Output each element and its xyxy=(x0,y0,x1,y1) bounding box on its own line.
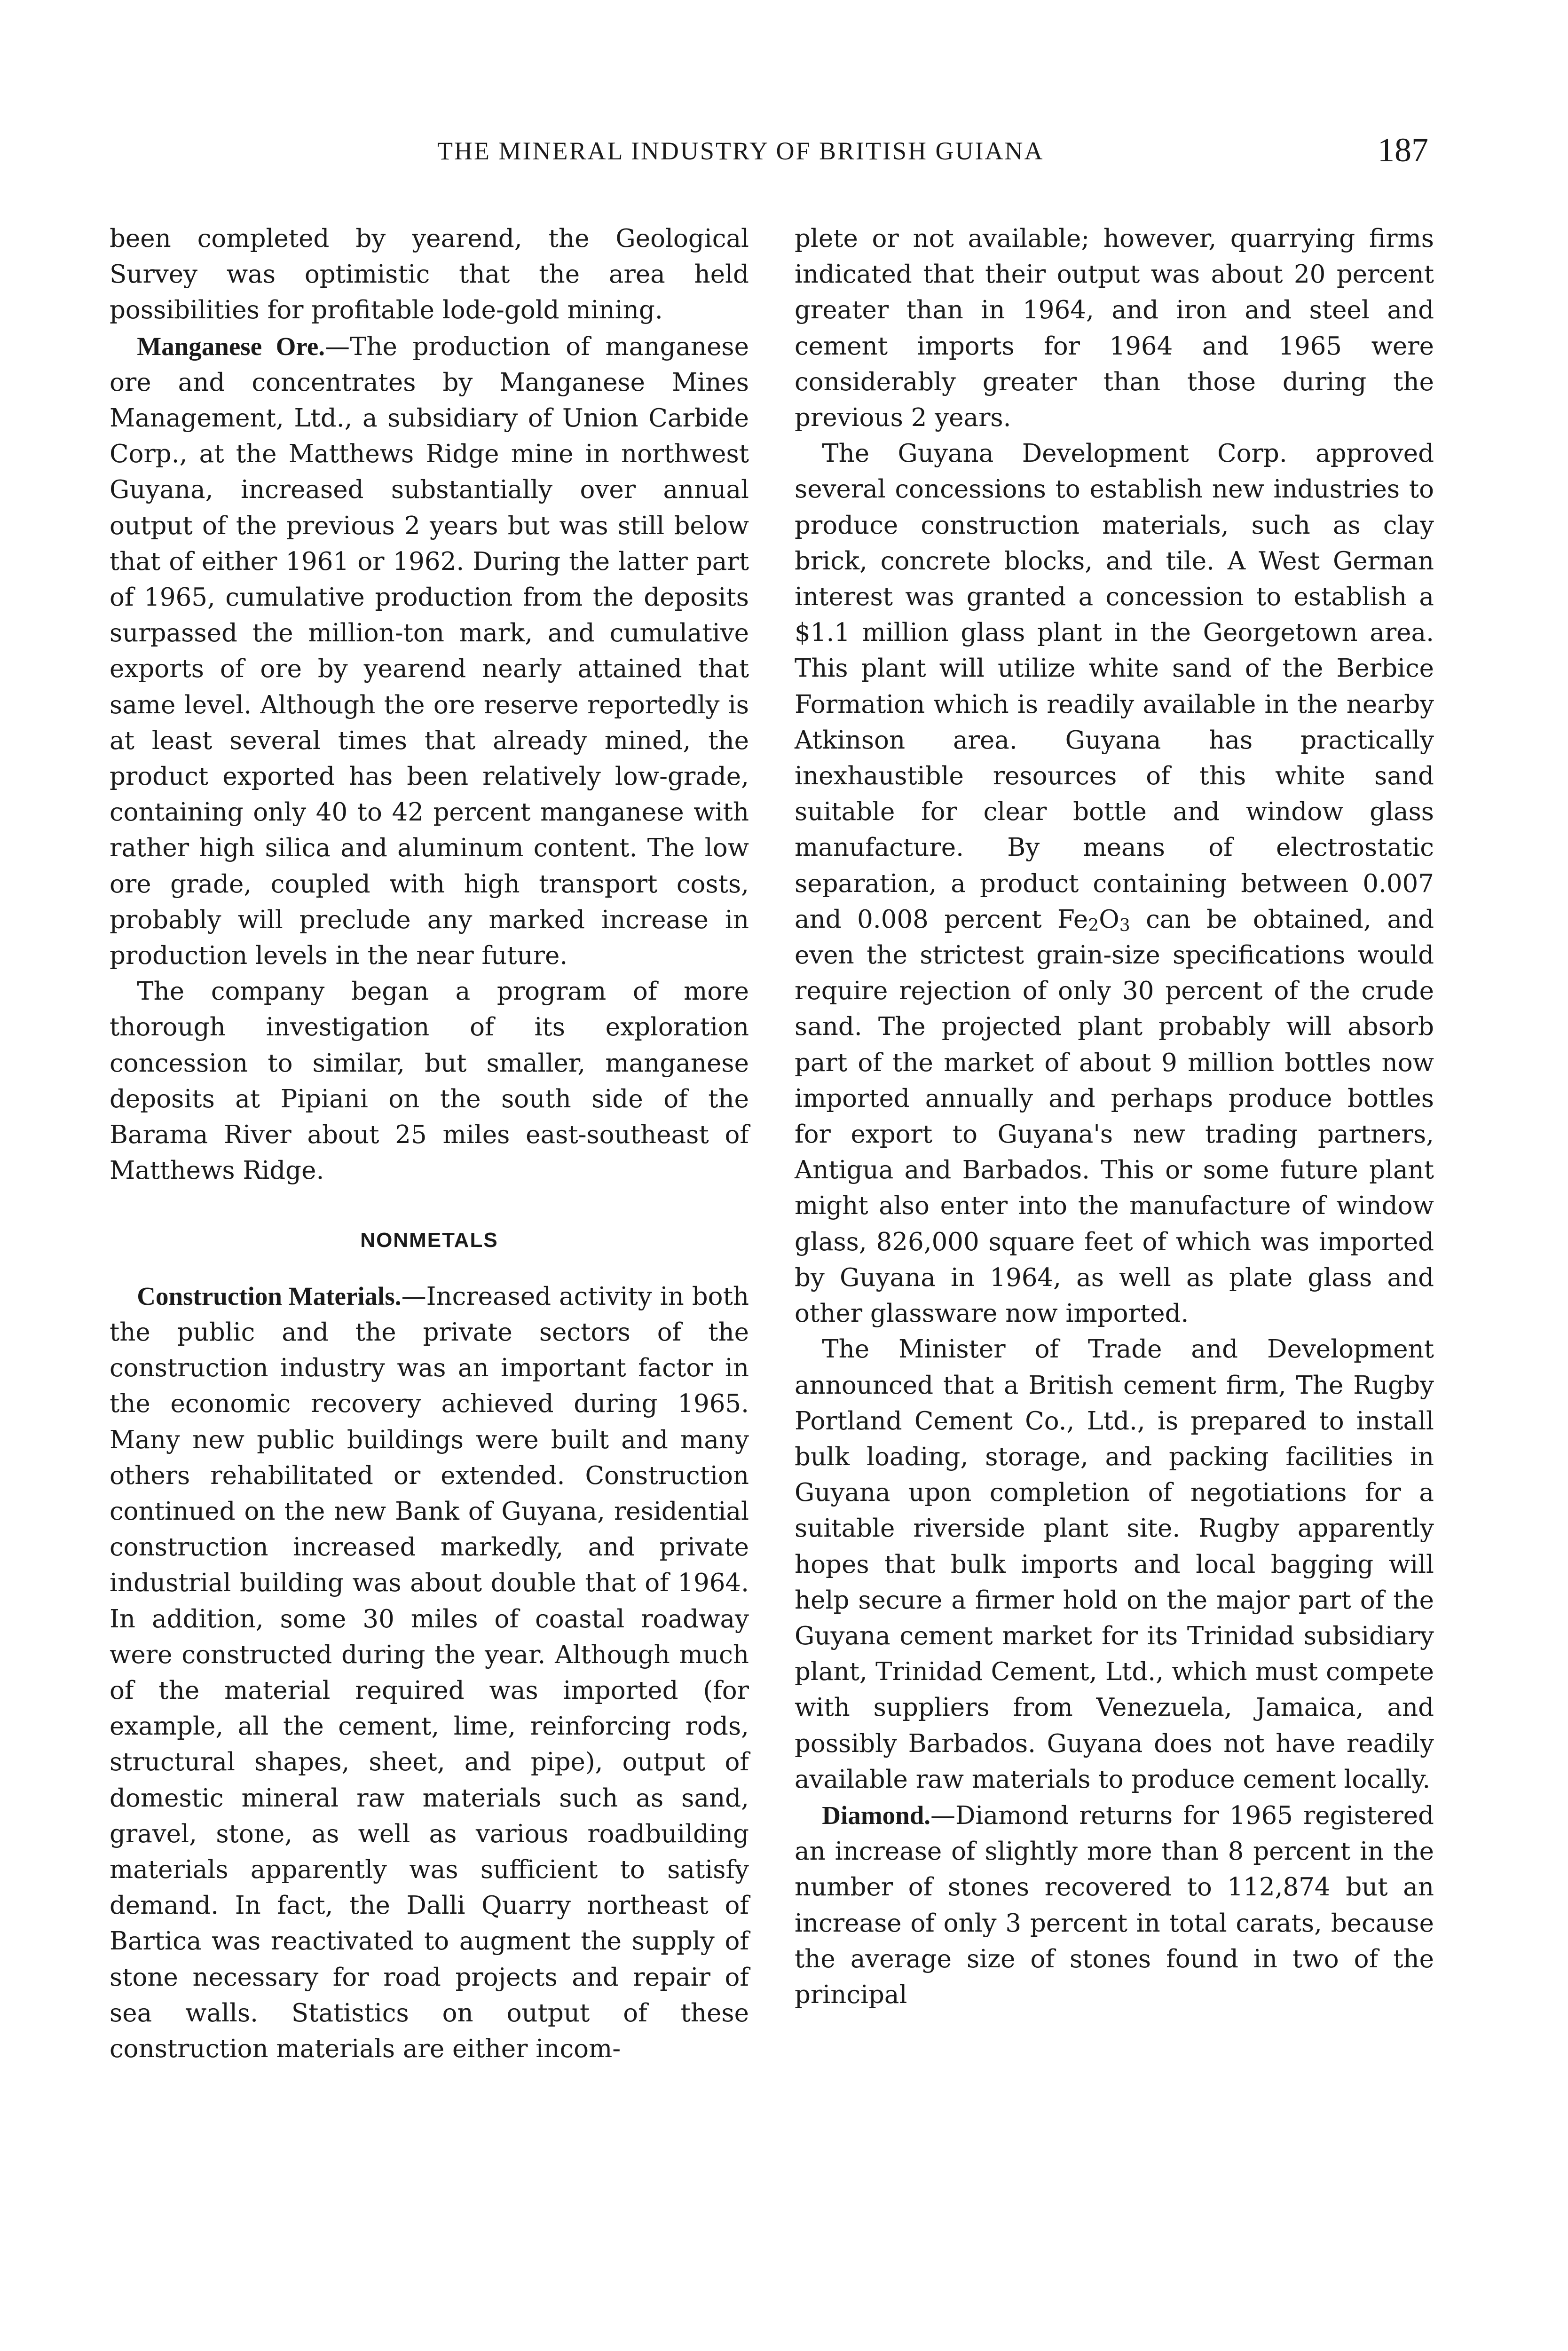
formula-element-fe: Fe xyxy=(1057,905,1088,934)
paragraph-diamond xyxy=(795,1798,1434,2013)
paragraph-glass-plant xyxy=(795,436,1434,1332)
formula-subscript-o: 3 xyxy=(1119,916,1130,936)
paragraph-manganese-ore xyxy=(110,329,749,974)
paragraph-rugby-cement: The Minister of Trade and Development announced that a British cement firm, The Rugby Portland Cement Co., Ltd., is prepared to install bulk loading, storage, and packing facilities in Guyana upon completion of negotiations for a suitable riverside plant site. Rugby apparently hopes that bulk imports and local bagging will help secure a firmer hold on the major part of the Guyana cement market for its Trinidad subsidiary plant, Trinidad Cement, Ltd., which must compete with suppliers from Venezuela, Jamaica, and possibly Barbados. Guyana does not have readily available raw materials to produce cement locally. xyxy=(795,1335,1434,1794)
paragraph-construction-continued: plete or not available; however, quarrying firms indicated that their output was about 20 percent greater than in 1964, and iron and steel and cement imports for 1964 and 1965 were considerably greater than those during the previous 2 years. xyxy=(795,224,1434,433)
page-number: 187 xyxy=(1378,131,1428,169)
iron-oxide-formula xyxy=(1057,905,1130,934)
construction-body: —Increased activity in both the public and the private sectors of the construction industry was an important factor in the economic recovery achieved during 1965. Many new public buildings were built and many others rehabilitated or extended. Construction continued on the new Bank of Guyana, residential construction increased markedly, and private industrial building was about double that of 1964. In addition, some 30 miles of coastal roadway were constructed during the year. Although much of the material required was imported (for example, all the cement, lime, reinforcing rods, structural shapes, sheet, and pipe), output of domestic mineral raw materials such as sand, gravel, stone, as well as various roadbuilding materials apparently was sufficient to satisfy demand. In fact, the Dalli Quarry northeast of Bartica was reactivated to augment the supply of stone necessary for road projects and repair of sea walls. Statistics on output of these construction materials are either incom- xyxy=(110,1282,749,2063)
diamond-body: —Diamond returns for 1965 registered an increase of slightly more than 8 percent in the number of stones recovered to 112,874 but an increase of only 3 percent in total carats, because the average size of stones found in two of the principal xyxy=(795,1801,1434,2009)
paragraph-lode-gold-continued: been completed by yearend, the Geological Survey was optimistic that the area held possibilities for profitable lode-gold mining. xyxy=(110,224,749,325)
section-heading-nonmetals: NONMETALS xyxy=(360,1229,498,1252)
glass-plant-text-part2: can be obtained, and even the strictest grain-size specifications would require rejection of only 30 percent of the crude sand. The projected plant probably will absorb part of the market of about 9 million bottles now imported annually and perhaps produce bottles for export to Guyana's new trading partners, Antigua and Barbados. This or some future plant might also enter into the manufacture of window glass, 826,000 square feet of which was imported by Guyana in 1964, as well as plate glass and other glassware now imported. xyxy=(795,905,1434,1328)
running-title: THE MINERAL INDUSTRY OF BRITISH GUIANA xyxy=(437,137,1044,165)
paragraph-construction-materials xyxy=(110,1278,749,2067)
manganese-body: —The production of manganese ore and concentrates by Manganese Mines Management, Ltd., a subsidiary of Union Carbide Corp., at the Matthews Ridge mine in northwest Guyana, increased substantially over annual output of the previous 2 years but was still below that of either 1961 or 1962. During the latter part of 1965, cumulative production from the deposits surpassed the million-ton mark, and cumulative exports of ore by yearend nearly attained that same level. Although the ore reserve reportedly is at least several times that already mined, the product exported has been relatively low-grade, containing only 40 to 42 percent manganese with rather high silica and aluminum content. The low ore grade, coupled with high transport costs, probably will preclude any marked increase in production levels in the near future. xyxy=(110,332,749,970)
run-in-heading-manganese: Manganese Ore. xyxy=(137,331,325,361)
run-in-heading-construction: Construction Materials. xyxy=(137,1281,402,1310)
formula-subscript-fe: 2 xyxy=(1088,916,1099,936)
left-column xyxy=(110,221,749,2067)
right-column xyxy=(795,221,1434,2013)
glass-plant-text-part1: The Guyana Development Corp. approved several concessions to establish new industries to produce construction materials, such as clay brick, concrete blocks, and tile. A West German interest was granted a concession to establish a $1.1 million glass plant in the Georgetown area. This plant will utilize white sand of the Berbice Formation which is readily available in the nearby Atkinson area. Guyana has practically inexhaustible resources of this white sand suitable for clear bottle and window glass manufacture. By means of electrostatic separation, a product containing between 0.007 and 0.008 percent xyxy=(795,439,1434,934)
formula-element-o: O xyxy=(1099,905,1119,934)
paragraph-pipiani-exploration: The company began a program of more thorough investigation of its exploration concession to similar, but smaller, manganese deposits at Pipiani on the south side of the Barama River about 25 miles east-southeast of Matthews Ridge. xyxy=(110,977,749,1185)
run-in-heading-diamond: Diamond. xyxy=(822,1800,931,1830)
